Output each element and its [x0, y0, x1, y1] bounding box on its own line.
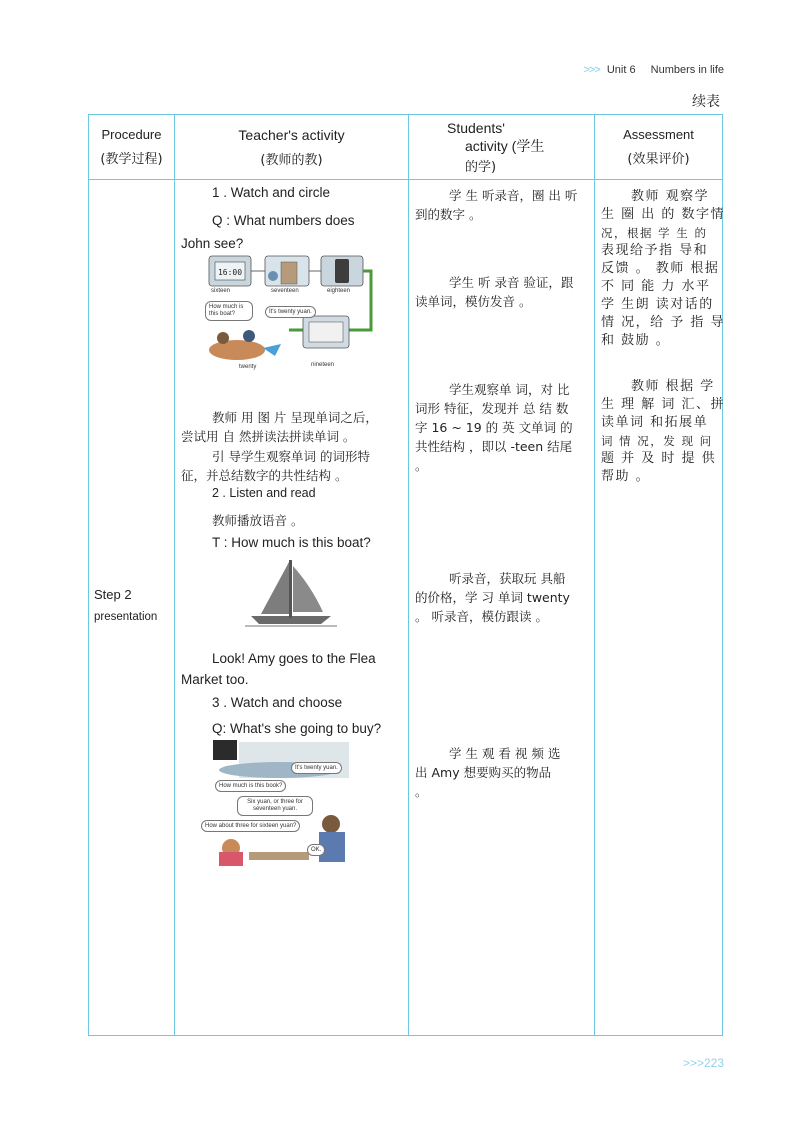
ass-a1-line8: 情 况，给 予 指 导	[601, 315, 726, 330]
stu-p2-line2: 读单词，模仿发音 。	[415, 294, 532, 309]
toy-boat	[263, 344, 281, 356]
ass-a1-line4: 表现给予指 导和	[601, 243, 709, 258]
stu-p3-line2: 词形 特征，发现并 总 结 数	[415, 401, 569, 416]
label-seventeen: seventeen	[271, 288, 299, 294]
ass-a1-line9: 和 鼓励 。	[601, 333, 671, 348]
bubble-six-yuan: Six yuan, or three for seventeen yuan.	[237, 796, 313, 816]
step1-question-line2: John see?	[181, 236, 244, 251]
ass-a2-line1: 教师 根据 学	[631, 379, 715, 394]
para2-line1: 引 导学生观察单词 的词形特	[212, 449, 370, 464]
ass-a1-line2: 生 圈 出 的 数字情	[601, 207, 726, 222]
stu-p3-line3: 字 16 ~ 19 的 英 文单词 的	[415, 420, 573, 435]
procedure-cell	[89, 180, 175, 1036]
header-assessment	[595, 115, 723, 180]
look-line2: Market too.	[181, 672, 249, 687]
look-line1: Look! Amy goes to the Flea	[212, 651, 376, 666]
bubble-how-much-boat: How much is this boat?	[205, 301, 253, 321]
phone	[335, 259, 349, 283]
label-eighteen: eighteen	[327, 288, 351, 294]
header-teacher-cn: (教师的教)	[260, 152, 323, 168]
step2-title: 2 . Listen and read	[212, 486, 316, 500]
procedure-stage: presentation	[94, 611, 158, 623]
unit-label: Unit 6	[606, 64, 636, 76]
ass-a2-line5: 题 并 及 时 提 供	[601, 451, 717, 466]
stu-p4-line2: 的价格，学 习 单词 twenty	[415, 590, 570, 605]
continued-label: 续表	[692, 94, 720, 110]
procedure-step: Step 2	[94, 587, 132, 602]
table-header-row	[89, 115, 723, 180]
header-procedure-en: Procedure	[101, 127, 162, 142]
person-head-2	[243, 330, 255, 342]
ass-a1-line7: 学 生朗 读对话的	[601, 297, 714, 312]
sailboat-illustration	[241, 558, 341, 630]
assessment-cell	[595, 180, 726, 1036]
ass-a2-line4: 词 情 况，发 现 问	[601, 434, 713, 448]
stu-p3-line1: 学生观察单 词，对 比	[449, 382, 570, 397]
page-number: >>>223	[682, 1056, 724, 1070]
label-nineteen: nineteen	[311, 362, 335, 368]
step2-line1: 教师播放语音 。	[212, 513, 304, 528]
ass-a1-line5: 反馈 。 教师 根据	[601, 261, 720, 276]
stu-p1-line2: 到的数字 。	[415, 207, 482, 222]
person-figure	[268, 271, 278, 281]
stu-p3-line5: 。	[415, 458, 428, 473]
seller-head	[322, 815, 340, 833]
ass-a2-line2: 生 理 解 词 汇、拼	[601, 397, 726, 412]
bubble-twenty-yuan-2: It's twenty yuan.	[291, 762, 342, 774]
bubble-how-much-book: How much is this book?	[215, 780, 286, 792]
header-assessment-cn: (效果评价)	[627, 152, 690, 167]
ass-a2-line3: 读单词 和拓展单	[601, 415, 709, 430]
bubble-sixteen-yuan: How about three for sixteen yuan?	[201, 820, 300, 832]
sail-right	[293, 566, 323, 612]
stu-p5-line2: 出 Amy 想要购买的物品	[415, 765, 552, 780]
step1-title: 1 . Watch and circle	[212, 185, 331, 200]
header-procedure	[89, 115, 175, 180]
market-sign	[213, 740, 237, 760]
goods-table	[249, 852, 309, 860]
step3-question: Q: What's she going to buy?	[212, 721, 382, 736]
header-students-cn: 的学)	[465, 159, 497, 175]
students-cell	[409, 180, 595, 1036]
running-header	[583, 64, 724, 76]
label-twenty: twenty	[239, 364, 257, 370]
stu-p4-line1: 听录音，获取玩 具船	[449, 571, 566, 586]
table-body-row	[89, 180, 723, 1036]
person-head-1	[217, 332, 229, 344]
mast	[289, 560, 292, 618]
bubble-ok: OK.	[307, 844, 325, 856]
step2-question: T : How much is this boat?	[212, 535, 371, 550]
people-group	[209, 340, 265, 360]
building	[281, 262, 297, 284]
sign	[309, 322, 343, 342]
stu-p5-line1: 学 生 观 看 视 频 选	[449, 746, 561, 761]
stu-p5-line3: 。	[415, 784, 428, 799]
teacher-cell	[175, 180, 409, 1036]
header-assessment-en: Assessment	[623, 127, 694, 142]
header-students-en1: Students'	[447, 119, 505, 136]
sail-left	[261, 562, 289, 614]
header-teacher	[175, 115, 409, 180]
header-procedure-cn: (教学过程)	[100, 152, 163, 167]
stu-p4-line3: 。 听录音，模仿跟读 。	[415, 609, 548, 624]
lesson-table	[88, 114, 726, 1036]
para1-line2: 尝试用 自 然拼读法拼读单词 。	[181, 429, 356, 444]
unit-title: Numbers in life	[650, 64, 724, 76]
stu-p3-line4: 共性结构 ，即以 -teen 结尾	[415, 439, 573, 454]
sailboat-svg	[241, 558, 341, 630]
para2-line2: 征，并总结数字的共性结构 。	[181, 468, 348, 483]
ass-a1-line6: 不 同 能 力 水平	[601, 279, 711, 294]
header-students-en2: activity (学生	[465, 137, 545, 154]
number-illustration	[203, 252, 383, 372]
header-teacher-en: Teacher's activity	[238, 126, 345, 143]
ass-a2-line6: 帮助 。	[601, 469, 651, 484]
clock-display: 16:00	[217, 268, 243, 277]
header-students	[409, 115, 595, 180]
stu-p1-line1: 学 生 听录音，圈 出 听	[449, 188, 578, 203]
ass-a1-line1: 教师 观察学	[631, 189, 710, 204]
stu-p2-line1: 学生 听 录音 验证，跟	[449, 275, 574, 290]
ass-a1-line3: 况，根据 学 生 的	[601, 226, 708, 240]
bubble-twenty-yuan: It's twenty yuan.	[265, 306, 316, 318]
step3-title: 3 . Watch and choose	[212, 695, 343, 710]
para1-line1: 教师 用 图 片 呈现单词之后，	[212, 410, 378, 425]
header-arrows: >>>	[583, 64, 600, 76]
step1-question-line1: Q : What numbers does	[212, 213, 355, 228]
label-sixteen: sixteen	[211, 288, 231, 294]
girl-body	[219, 852, 243, 866]
flea-market-illustration	[205, 740, 359, 866]
